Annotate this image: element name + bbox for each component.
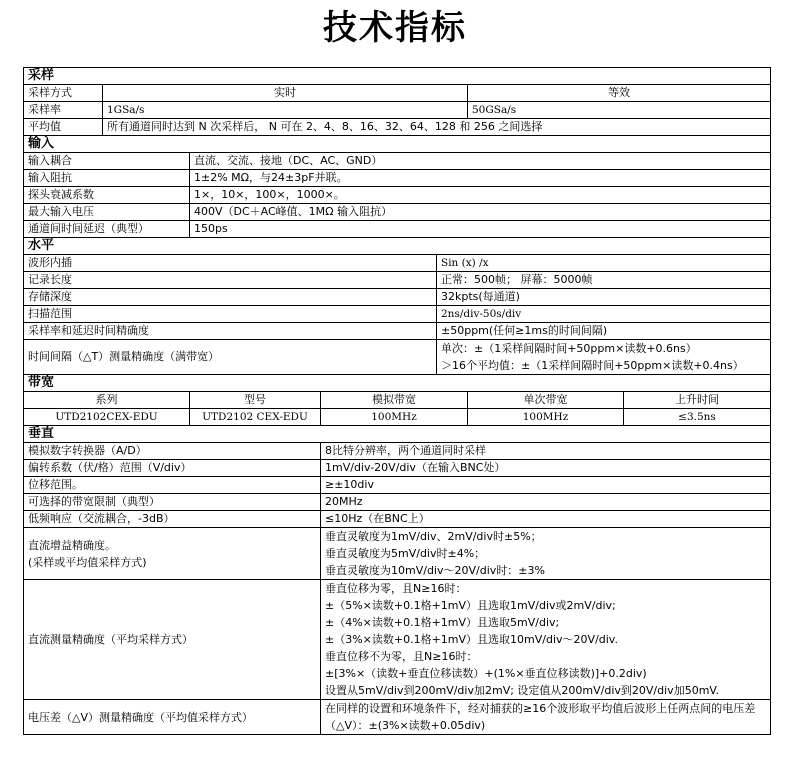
value-line: 垂直灵敏度为10mV/div～20V/div时：±3% xyxy=(325,564,545,577)
row-label: 输入耦合 xyxy=(24,153,190,170)
rate-realtime: 1GSa/s xyxy=(103,102,468,119)
row-value: 所有通道同时达到 N 次采样后， N 可在 2、4、8、16、32、64、128 和 256 之间选择 xyxy=(103,119,771,136)
row-value: 400V（DC＋AC峰值、1MΩ 输入阻抗） xyxy=(190,204,771,221)
table-cell: UTD2102 CEX-EDU xyxy=(190,409,321,426)
row-value: 在同样的设置和环境条件下，经对捕获的≥16个波形取平均值后波形上任两点间的电压差（△V）：±(3%×读数+0.05div) xyxy=(321,700,771,735)
row-value: 正常：500帧； 屏幕：5000帧 xyxy=(437,272,771,289)
row-value: 32kpts(每通道) xyxy=(437,289,771,306)
value-line: 垂直位移不为零，且N≥16时： xyxy=(325,650,478,663)
row-value: 1±2% MΩ，与24±3pF并联。 xyxy=(190,170,771,187)
row-label: 可选择的带宽限制（典型） xyxy=(24,494,321,511)
table-cell: 100MHz xyxy=(321,409,468,426)
page-title: 技术指标 xyxy=(323,8,467,48)
row-value: 直流、交流、接地（DC、AC、GND） xyxy=(190,153,771,170)
column-header: 单次带宽 xyxy=(468,392,624,409)
row-label: 存储深度 xyxy=(24,289,437,306)
mode-realtime: 实时 xyxy=(103,85,468,102)
row-value: Sin (x) /x xyxy=(437,255,771,272)
value-line: ±（3%×读数+0.1格+1mV）且选取10mV/div～20V/div. xyxy=(325,633,618,646)
interval-line: ＞16个平均值：±（1采样间隔时间+50ppm×读数+0.4ns） xyxy=(441,359,744,372)
section-bandwidth: 带宽 xyxy=(24,375,771,392)
row-label: 时间间隔（△T）测量精确度（满带宽） xyxy=(24,340,437,375)
row-label: 记录长度 xyxy=(24,272,437,289)
value-line: 垂直位移为零，且N≥16时： xyxy=(325,582,467,595)
table-cell: ≤3.5ns xyxy=(624,409,771,426)
row-label: 扫描范围 xyxy=(24,306,437,323)
row-label: 低频响应（交流耦合，-3dB） xyxy=(24,511,321,528)
section-vertical: 垂直 xyxy=(24,426,771,443)
row-value xyxy=(437,340,771,375)
row-label: 模拟数字转换器（A/D） xyxy=(24,443,321,460)
column-header: 系列 xyxy=(24,392,190,409)
value-line: 设置从5mV/div到200mV/div加2mV; 设定值从200mV/div到20V/div加50mV. xyxy=(325,684,720,697)
section-horizontal: 水平 xyxy=(24,238,771,255)
interval-line: 单次：±（1采样间隔时间+50ppm×读数+0.6ns） xyxy=(441,342,697,355)
value-line: 垂直灵敏度为5mV/div时±4%； xyxy=(325,547,486,560)
value-line: ±（5%×读数+0.1格+1mV）且选取1mV/div或2mV/div; xyxy=(325,599,616,612)
row-label: 采样率和延迟时间精确度 xyxy=(24,323,437,340)
row-label xyxy=(24,528,321,580)
rate-equivalent: 50GSa/s xyxy=(468,102,771,119)
value-line: ±（4%×读数+0.1格+1mV）且选取5mV/div; xyxy=(325,616,560,629)
value-line: 垂直灵敏度为1mV/div、2mV/div时±5%； xyxy=(325,530,542,543)
row-value: ≥±10div xyxy=(321,477,771,494)
row-label: 探头衰减系数 xyxy=(24,187,190,204)
column-header: 模拟带宽 xyxy=(321,392,468,409)
section-input: 输入 xyxy=(24,136,771,153)
row-value: 2ns/div-50s/div xyxy=(437,306,771,323)
row-value: ≤10Hz（在BNC上） xyxy=(321,511,771,528)
row-label: 电压差（△V）测量精确度（平均值采样方式） xyxy=(24,700,321,735)
row-value: 1×，10×，100×，1000×。 xyxy=(190,187,771,204)
column-header: 型号 xyxy=(190,392,321,409)
row-value: 1mV/div-20V/div（在输入BNC处） xyxy=(321,460,771,477)
row-label: 波形内插 xyxy=(24,255,437,272)
table-cell: 100MHz xyxy=(468,409,624,426)
row-label: 直流测量精确度（平均采样方式） xyxy=(24,580,321,700)
label-line: 直流增益精确度。 xyxy=(28,538,116,552)
column-header: 上升时间 xyxy=(624,392,771,409)
row-label: 偏转系数（伏/格）范围（V/div） xyxy=(24,460,321,477)
row-label: 最大输入电压 xyxy=(24,204,190,221)
table-cell: UTD2102CEX-EDU xyxy=(24,409,190,426)
value-line: ±[3%×（读数+垂直位移读数）+(1%×垂直位移读数)]+0.2div) xyxy=(325,667,647,680)
row-label: 位移范围。 xyxy=(24,477,321,494)
row-label: 采样率 xyxy=(24,102,103,119)
label-line: (采样或平均值采样方式) xyxy=(28,555,147,569)
row-value xyxy=(321,580,771,700)
mode-equivalent: 等效 xyxy=(468,85,771,102)
section-sampling: 采样 xyxy=(24,68,771,85)
row-label: 平均值 xyxy=(24,119,103,136)
row-label: 采样方式 xyxy=(24,85,103,102)
row-label: 通道间时间延迟（典型） xyxy=(24,221,190,238)
spec-table xyxy=(23,67,771,735)
row-value: 8比特分辨率，两个通道同时采样 xyxy=(321,443,771,460)
row-value: ±50ppm(任何≥1ms的时间间隔) xyxy=(437,323,771,340)
row-value: 150ps xyxy=(190,221,771,238)
row-value xyxy=(321,528,771,580)
row-value: 20MHz xyxy=(321,494,771,511)
row-label: 输入阻抗 xyxy=(24,170,190,187)
